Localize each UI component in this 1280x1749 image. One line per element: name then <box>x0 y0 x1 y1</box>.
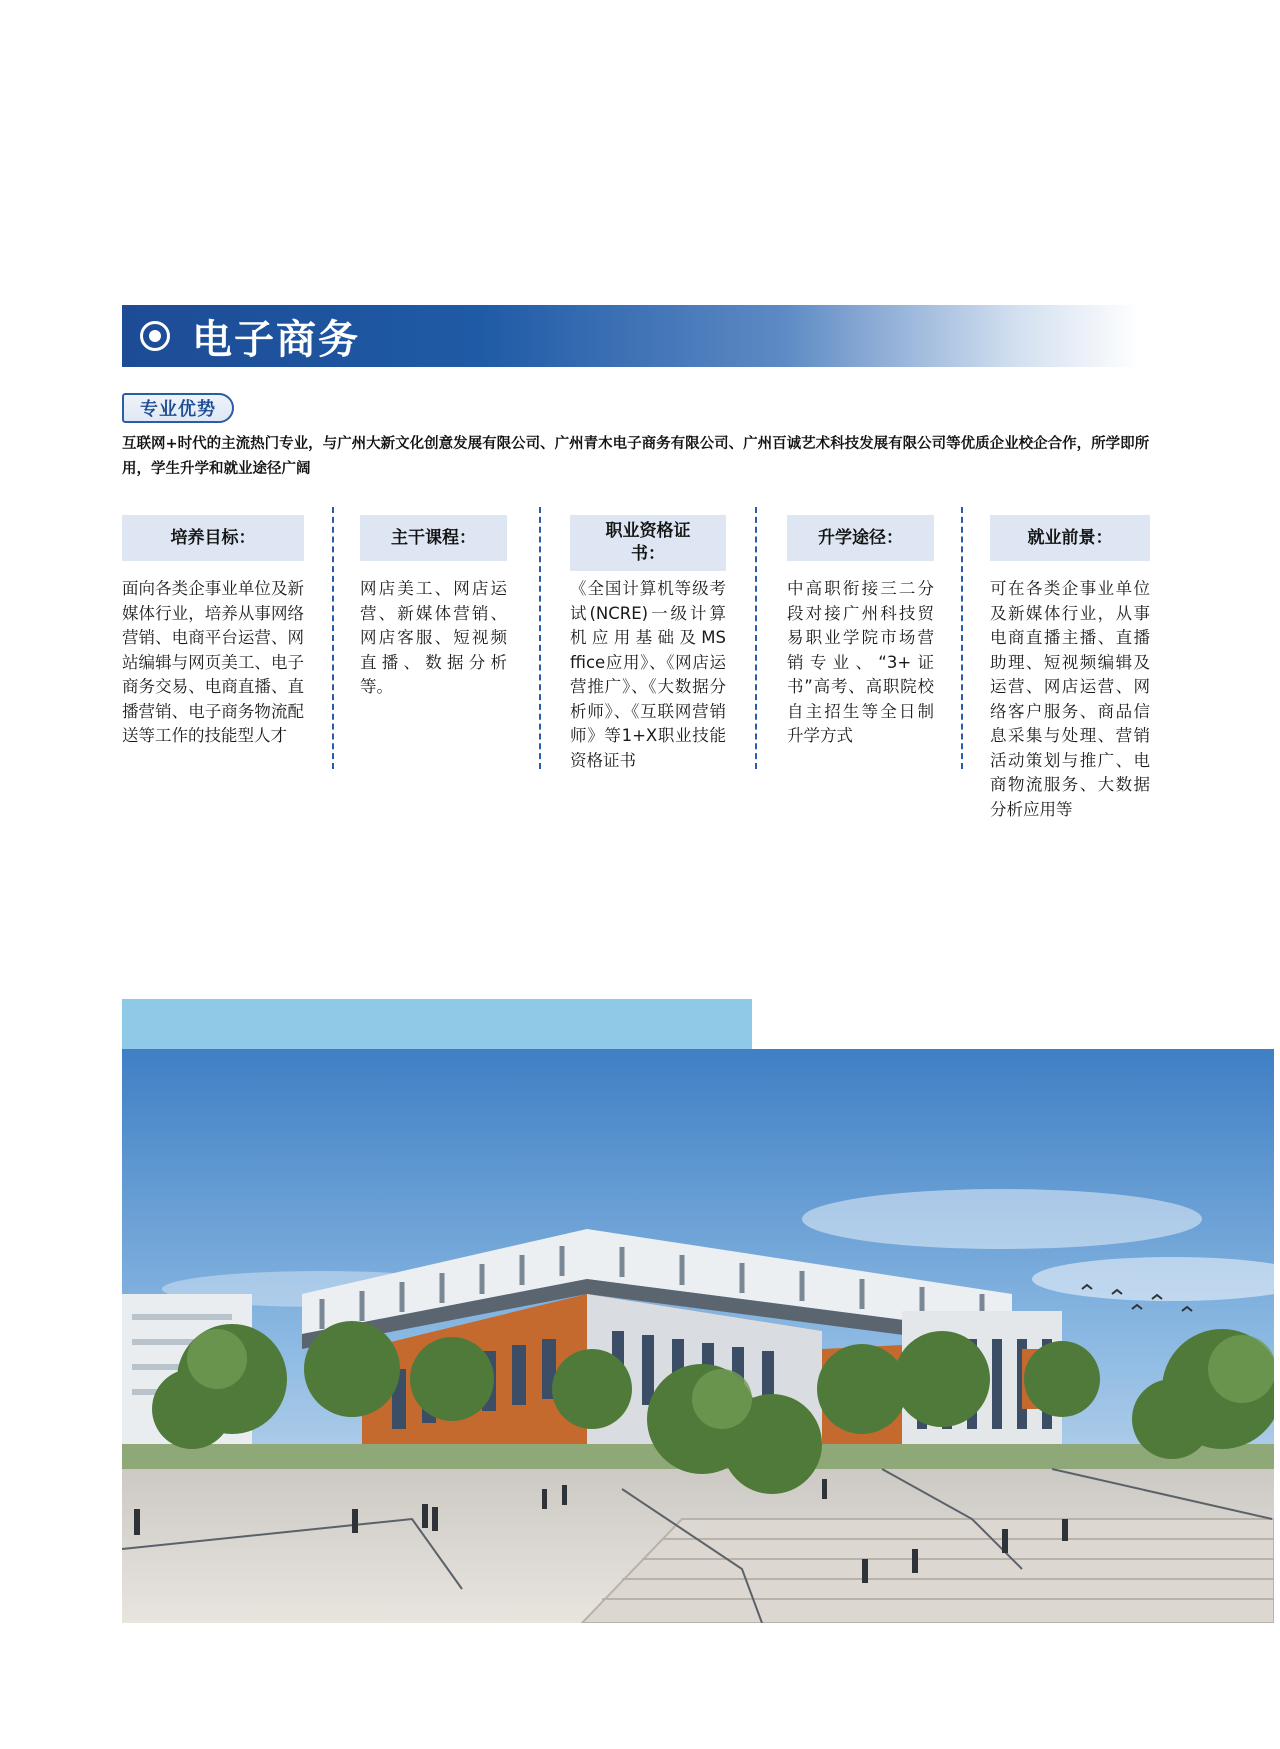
advantage-text: 互联网+时代的主流热门专业，与广州大新文化创意发展有限公司、广州青木电子商务有限公司、广州百诚艺术科技发展有限公司等优质企业校企合作，所学即所用，学生升学和就业途径广阔 <box>122 436 1150 477</box>
column-heading: 升学途径： <box>787 515 934 561</box>
section-title: 电子商务 <box>192 316 360 363</box>
column-divider <box>539 507 541 769</box>
column-divider <box>755 507 757 769</box>
column-body: 网店美工、网店运营、新媒体营销、网店客服、短视频直播、数据分析等。 <box>360 579 507 696</box>
column-certificates <box>570 515 726 773</box>
column-divider <box>332 507 334 769</box>
target-circle-icon <box>140 321 170 351</box>
column-employment <box>990 515 1150 822</box>
section-title-band <box>122 305 1140 367</box>
column-main-courses <box>360 515 507 700</box>
column-body: 可在各类企事业单位及新媒体行业，从事电商直播主播、直播助理、短视频编辑及运营、网店运营、网络客户服务、商品信息采集与处理、营销活动策划与推广、电商物流服务、大数据分析应用等 <box>990 579 1150 819</box>
column-heading: 就业前景： <box>990 515 1150 561</box>
column-training-goal <box>122 515 304 749</box>
campus-building-photo <box>122 1049 1274 1623</box>
advantage-tag: 专业优势 <box>122 393 234 423</box>
column-body: 中高职衔接三二分段对接广州科技贸易职业学院市场营销专业、“3+证书”高考、高职院校自主招生等全日制升学方式 <box>787 579 934 745</box>
column-heading: 职业资格证书： <box>570 515 726 571</box>
campus-illustration <box>122 1049 1274 1623</box>
photo-accent-bar <box>122 999 752 1049</box>
column-body: 面向各类企事业单位及新媒体行业，培养从事网络营销、电商平台运营、网站编辑与网页美工、电子商务交易、电商直播、直播营销、电子商务物流配送等工作的技能型人才 <box>122 579 304 745</box>
column-heading: 培养目标： <box>122 515 304 561</box>
column-body: 《全国计算机等级考试(NCRE)一级计算机应用基础及MS ffice应用》、《网店运营推广》、《大数据分析师》、《互联网营销师》等1+X职业技能资格证书 <box>570 579 726 770</box>
column-divider <box>961 507 963 769</box>
column-heading: 主干课程： <box>360 515 507 561</box>
column-further-study <box>787 515 934 749</box>
